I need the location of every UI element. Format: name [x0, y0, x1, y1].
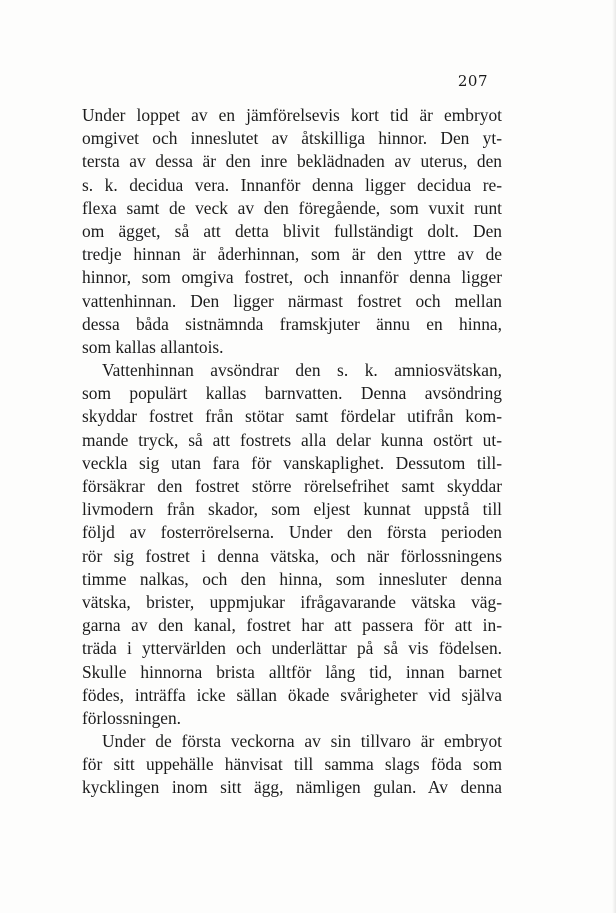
paragraph-1 [82, 104, 502, 359]
text-line: träda i yttervärlden och underlättar på så vis födelsen. [82, 638, 502, 659]
text-line: tredje hinnan är åderhinnan, som är den yttre av de [82, 244, 502, 265]
paragraph-3 [82, 730, 502, 800]
text-line: förlossningen. [82, 707, 182, 728]
page-number: 207 [457, 72, 488, 90]
text-line: tersta av dessa är den inre beklädnaden av uterus, den [82, 151, 502, 172]
text-line: Skulle hinnorna brista alltför lång tid, innan barnet [82, 661, 502, 682]
text-line: Under de första veckorna av sin tillvaro är embryot [102, 731, 502, 752]
paragraph-2 [82, 359, 502, 730]
text-line: försäkrar den fostret större rörelsefrihet samt skyddar [82, 476, 502, 496]
text-line: livmodern från skador, som eljest kunnat uppstå till [82, 499, 502, 520]
text-line: flexa samt de veck av den föregående, som vuxit runt [82, 197, 502, 218]
text-line: skyddar fostret från stötar samt fördelar utifrån kom- [82, 406, 502, 427]
text-line: födes, inträffa icke sällan ökade svårigheter vid själva [82, 684, 502, 705]
text-line: följd av fosterrörelserna. Under den första perioden [82, 522, 502, 543]
text-line: dessa båda sistnämnda framskjuter ännu en hinna, [82, 313, 502, 334]
text-line: vätska, brister, uppmjukar ifrågavarande vätska väg- [82, 591, 502, 612]
text-line: s. k. decidua vera. Innanför denna ligger decidua re- [82, 174, 502, 195]
text-line: timme nalkas, och den hinna, som innesluter denna [82, 568, 502, 589]
text-line: om ägget, så att detta blivit fullständigt dolt. Den [82, 220, 502, 241]
text-line: garna av den kanal, fostret har att passera för att in- [82, 615, 502, 636]
text-line: Vattenhinnan avsöndrar den s. k. amniosvätskan, [102, 360, 502, 381]
text-line: Under loppet av en jämförelsevis kort tid är embryot [82, 105, 502, 125]
text-line: för sitt uppehälle hänvisat till samma slags föda som [82, 754, 502, 775]
text-line: kycklingen inom sitt ägg, nämligen gulan. Av denna [82, 777, 502, 798]
text-line: som populärt kallas barnvatten. Denna avsöndring [82, 383, 502, 404]
text-line: omgivet och inneslutet av åtskilliga hinnor. Den yt- [82, 128, 502, 149]
page-edge-shadow [612, 0, 616, 913]
text-line: rör sig fostret i denna vätska, och när förlossningens [82, 545, 502, 566]
body-text [82, 104, 502, 800]
text-line: mande tryck, så att fostrets alla delar kunna ostört ut- [82, 429, 502, 450]
text-line: som kallas allantois. [82, 336, 224, 357]
text-line: veckla sig utan fara för vanskaplighet. Dessutom till- [82, 452, 502, 473]
text-line: hinnor, som omgiva fostret, och innanför denna ligger [82, 267, 502, 288]
text-line: vattenhinnan. Den ligger närmast fostret och mellan [82, 290, 502, 311]
